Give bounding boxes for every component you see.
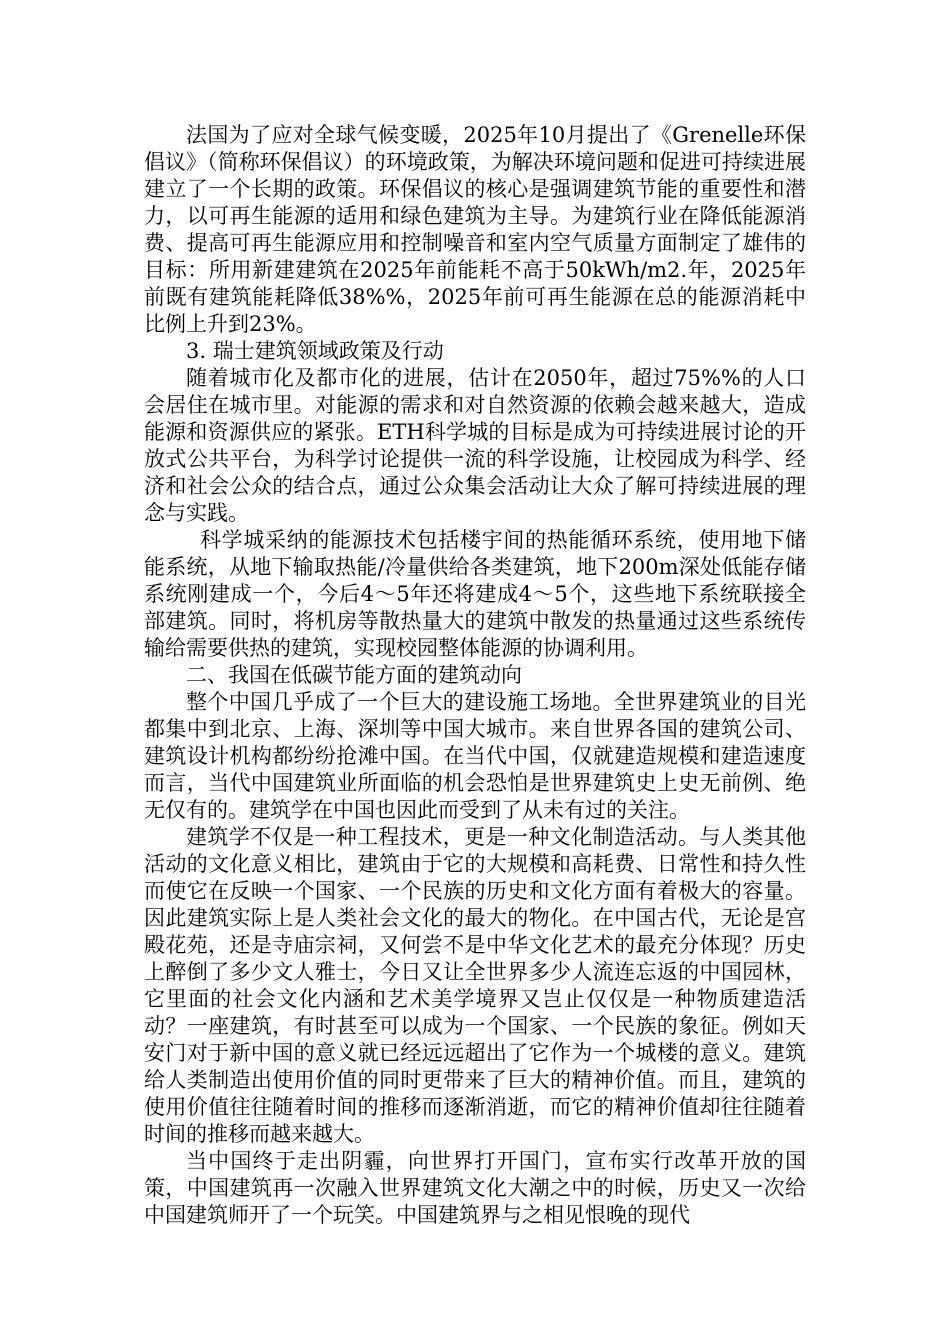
paragraph-reform-opening: 当中国终于走出阴霾，向世界打开国门，宣布实行改革开放的国策，中国建筑再一次融入世界建筑文化大潮之中的时候，历史又一次给中国建筑师开了一个玩笑。中国建筑界与之相见恨晚的现代 — [144, 1149, 806, 1227]
document-page — [144, 122, 806, 1229]
paragraph-china-construction: 整个中国几乎成了一个巨大的建设施工场地。全世界建筑业的目光都集中到北京、上海、深圳等中国大城市。来自世界各国的建筑公司、建筑设计机构都纷纷抢滩中国。在当代中国，仅就建造规模和建造速度而言，当代中国建筑业所面临的机会恐怕是世界建筑史上史无前例、绝无仅有的。建筑学在中国也因此而受到了从未有过的关注。 — [144, 690, 806, 822]
paragraph-science-city-energy: 科学城采纳的能源技术包括楼宇间的热能循环系统，使用地下储能系统，从地下输取热能/冷量供给各类建筑，地下200m深处低能存储系统刚建成一个，今后4～5年还将建成4～5个，这些地下系统联接全部建筑。同时，将机房等散热量大的建筑中散发的热量通过这些系统传输给需要供热的建筑，实现校园整体能源的协调利用。 — [144, 528, 806, 660]
paragraph-urbanization: 随着城市化及都市化的进展，估计在2050年，超过75%%的人口会居住在城市里。对能源的需求和对自然资源的依赖会越来越大，造成能源和资源供应的紧张。ETH科学城的目标是成为可持续进展讨论的开放式公共平台，为科学讨论提供一流的科学设施，让校园成为科学、经济和社会公众的结合点，通过公众集会活动让大众了解可持续进展的理念与实践。 — [144, 366, 806, 525]
paragraph-france-policy: 法国为了应对全球气候变暖，2025年10月提出了《Grenelle环保倡议》（简称环保倡议）的环境政策，为解决环境问题和促进可持续进展建立了一个长期的政策。环保倡议的核心是强调建筑节能的重要性和潜力，以可再生能源的适用和绿色建筑为主导。为建筑行业在降低能源消费、提高可再生能源应用和控制噪音和室内空气质量方面制定了雄伟的目标：所用新建建筑在2025年前能耗不高于50kWh/m2.年，2025年前既有建筑能耗降低38%%，2025年前可再生能源在总的能源消耗中比例上升到23%。 — [144, 123, 806, 336]
section-heading-switzerland: 3. 瑞士建筑领域政策及行动 — [186, 339, 444, 363]
section-heading-china: 二、我国在低碳节能方面的建筑动向 — [186, 663, 522, 687]
paragraph-architecture-culture: 建筑学不仅是一种工程技术，更是一种文化制造活动。与人类其他活动的文化意义相比，建筑由于它的大规模和高耗费、日常性和持久性而使它在反映一个国家、一个民族的历史和文化方面有着极大的容量。因此建筑实际上是人类社会文化的最大的物化。在中国古代，无论是宫殿花苑，还是寺庙宗祠，又何尝不是中华文化艺术的最充分体现？历史上醉倒了多少文人雅士，今日又让全世界多少人流连忘返的中国园林，它里面的社会文化内涵和艺术美学境界又岂止仅仅是一种物质建造活动？一座建筑，有时甚至可以成为一个国家、一个民族的象征。例如天安门对于新中国的意义就已经远远超出了它作为一个城楼的意义。建筑给人类制造出使用价值的同时更带来了巨大的精神价值。而且，建筑的使用价值往往随着时间的推移而逐渐消逝，而它的精神价值却往往随着时间的推移而越来越大。 — [144, 825, 806, 1146]
